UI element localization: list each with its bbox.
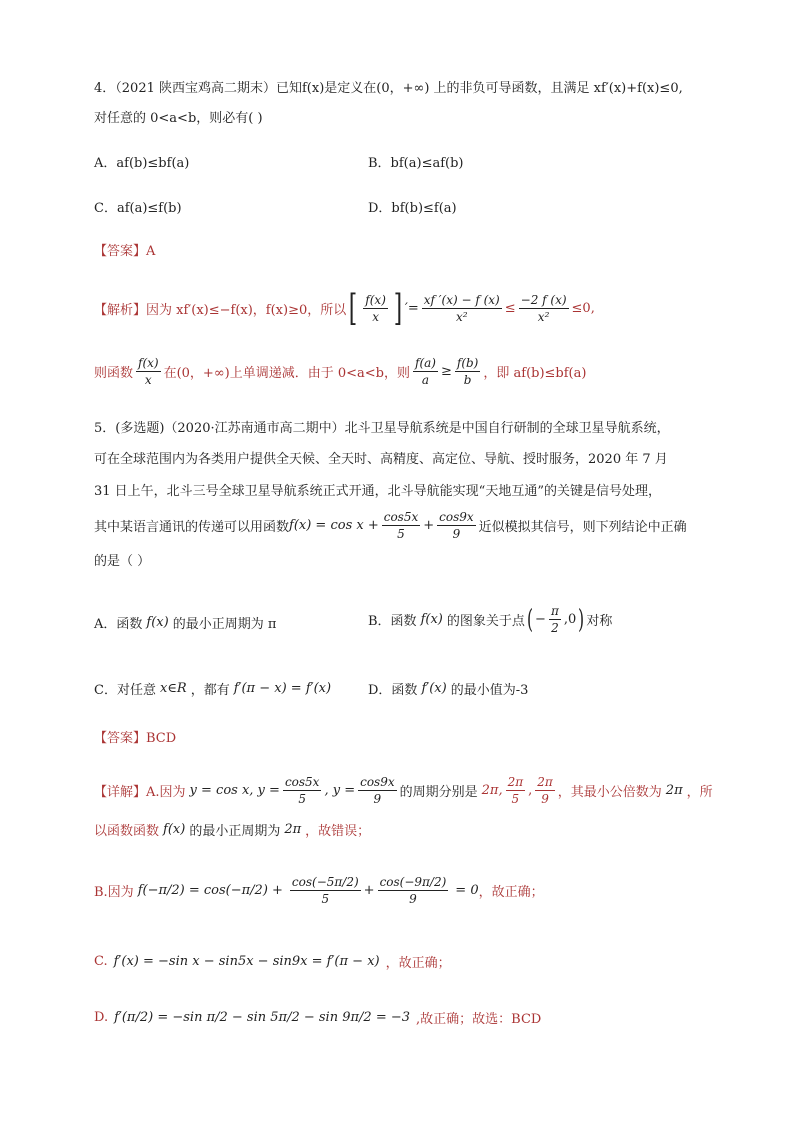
analysis-label: 【解析】 (94, 303, 147, 318)
analysis-frac-bound: $\frac{-2 f (x)}{\text{x²}}$ (520, 293, 567, 324)
q5-detail-a-line1: 【详解】 A.因为 y = cos x, y = $\frac{\cos 5x}{5}$ , y = $\frac{\cos 9x}{9}$ 的周期分别是 2π, $\frac{2\pi}{5}$ , $\frac{2\pi}{9}$ ，其最小公倍数为 2π ，所 (94, 775, 713, 806)
answer-label: 【答案】 (94, 731, 147, 746)
q5-stem-line5: 的是（ ） (94, 554, 151, 569)
q5-detail-b: B.因为 f(−π/2) = cos(−π/2) + $\frac{\cos(-5\pi/2)}{5}$ + $\frac{\cos(-9\pi/2)}{9}$ = 0 ，故正确； (94, 875, 544, 906)
conclusion-frac-fa: $\frac{f(a)}{a}$ (415, 356, 436, 387)
option-b-frac-pi-over-2: $\frac{\pi}{2}$ (550, 604, 559, 635)
analysis-prime: ′= (404, 301, 419, 316)
q5-option-d: D．函数 f′(x) 的最小值为-3 (368, 681, 529, 698)
analysis-frac-derivative: $\frac{xf '(x) - f (x)}{\text{x²}}$ (423, 293, 500, 324)
analysis-pre: 因为 xf′(x)≤−f(x)，f(x)≥0，所以 (146, 303, 347, 318)
conclusion-pre: 则函数 (94, 366, 134, 381)
q5-option-c: C．对任意 x∈R ，都有 f′(π − x) = f′(x) (94, 681, 332, 698)
q4-option-a: A．af(b)≤bf(a) (94, 156, 190, 171)
conclusion-mid: 在(0，+∞)上单调递减．由于 0<a<b，则 (163, 366, 410, 381)
option-b-right-paren: ) (578, 604, 585, 635)
analysis-le: ≤ (504, 301, 516, 316)
line4-post: 近似模拟其信号，则下列结论中正确 (478, 520, 687, 535)
q4-analysis (94, 287, 595, 329)
q4-option-d: D．bf(b)≤f(a) (368, 201, 457, 216)
q5-option-a: A．函数 f(x) 的最小正周期为 π (94, 615, 277, 632)
q5-stem-line3: 31 日上午，北斗三号全球卫星导航系统正式开通，北斗导航能实现“天地互通”的关键是信号处理， (94, 484, 661, 499)
analysis-frac-fx-over-x: $\frac{f(x)}{x}$ (365, 293, 386, 324)
answer-value: A (146, 244, 156, 259)
conclusion-ge: ≥ (440, 364, 452, 379)
q5-stem-line2: 可在全球范围内为各类用户提供全天候、全天时、高精度、高定位、导航、授时服务，2020 年 7 月 (94, 452, 668, 467)
q4-option-c: C．af(a)≤f(b) (94, 201, 182, 216)
conclusion-frac-fx: $\frac{f(x)}{x}$ (138, 356, 159, 387)
line4-pre: 其中某语言通讯的传递可以用函数 (94, 520, 290, 535)
q4-stem-line1: 4．（2021 陕西宝鸡高二期末）已知f(x)是定义在(0，+∞) 上的非负可导函数，且满足 xf′(x)+f(x)≤0, (94, 81, 683, 96)
q4-conclusion (94, 355, 586, 388)
q4-option-b: B．bf(a)≤af(b) (368, 156, 464, 171)
analysis-end: ≤0, (571, 301, 595, 316)
q5-detail-a-line2: 以函数函数 f(x) 的最小正周期为 2π ，故错误； (94, 822, 371, 839)
q4-answer (94, 243, 155, 261)
answer-label: 【答案】 (94, 244, 147, 259)
q5-stem-line1: 5．(多选题)（2020·江苏南通市高二期中）北斗卫星导航系统是中国自行研制的全球卫星导航系统， (94, 421, 670, 436)
line4-frac-cos5x: $\frac{\cos 5x}{5}$ (383, 510, 419, 541)
conclusion-frac-fb: $\frac{f(b)}{b}$ (456, 356, 479, 387)
q5-option-b: B．函数 f(x) 的图象关于点 ( − $\frac{\pi}{2}$ ,0 ) 对称 (368, 604, 613, 635)
option-b-left-paren: ( (526, 604, 533, 635)
line4-plus: + (423, 518, 435, 533)
q4-stem-line2: 对任意的 0<a<b，则必有( ) (94, 111, 263, 126)
q5-detail-c: C. f′(x) = −sin x − sin5x − sin9x = f′(π − x) ，故正确； (94, 954, 451, 971)
left-bracket: [ (349, 287, 358, 329)
line4-function: f(x) = cos x + (289, 518, 379, 533)
q5-stem-line4 (94, 509, 687, 542)
line4-frac-cos9x: $\frac{\cos 9x}{9}$ (439, 510, 474, 541)
conclusion-end: ，即 af(b)≤bf(a) (483, 366, 587, 381)
right-bracket: ] (393, 287, 403, 329)
q5-answer (94, 730, 176, 748)
q5-detail-d: D. f′(π/2) = −sin π/2 − sin 5π/2 − sin 9π/2 = −3 ,故正确；故选：BCD (94, 1010, 542, 1027)
answer-value: BCD (146, 731, 177, 746)
